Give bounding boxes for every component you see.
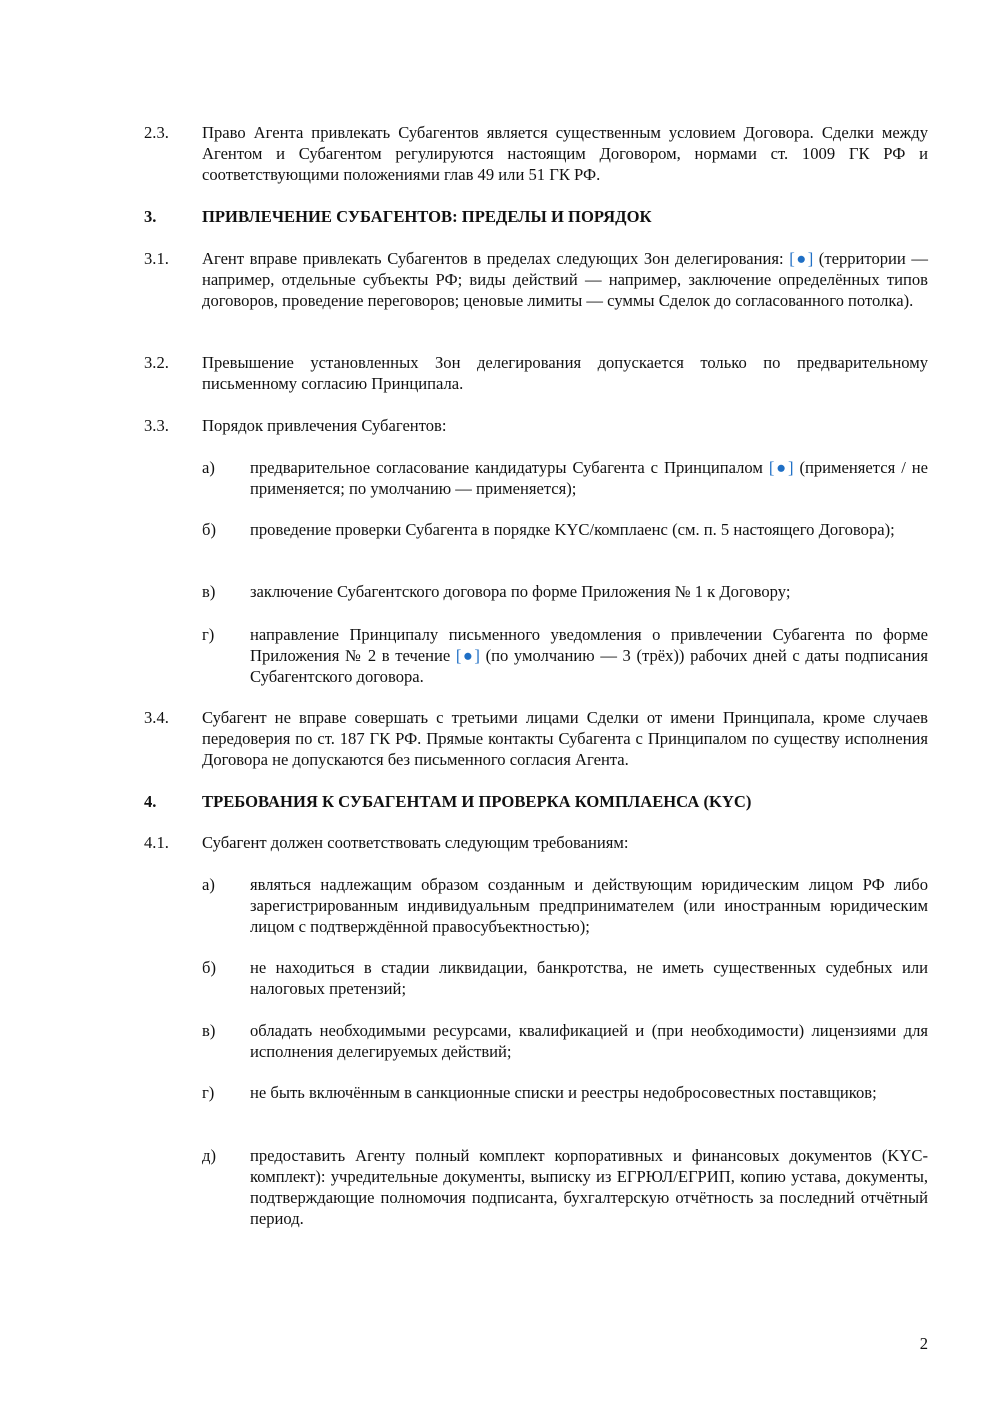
clause-text: Право Агента привлекать Субагентов является существенным условием Договора. Сделки между Агентом и Субагентом регулируются настоящим Договором, нормами ст. 1009 ГК РФ и соответствующими положениями глав 49 или 51 ГК РФ.: [202, 123, 928, 184]
list-item-letter: г): [202, 625, 215, 644]
list-item-letter: а): [202, 458, 215, 477]
clause-3-4: [144, 707, 928, 770]
placeholder-marker: [●]: [789, 249, 814, 268]
list-item-letter: а): [202, 875, 215, 894]
list-item-4-1-b: [202, 957, 928, 999]
clause-number: 4.1.: [144, 833, 169, 852]
clause-3-1: [144, 248, 928, 311]
list-item-text: предоставить Агенту полный комплект корпоративных и финансовых документов (KYC-комплект): учредительные документы, выписку из ЕГРЮЛ/ЕГРИП, копию устава, документы, подтверждающие полномочия подписанта, бухгалтерскую отчётность за последний отчётный период.: [250, 1146, 928, 1228]
clause-text: Субагент должен соответствовать следующим требованиям:: [202, 833, 629, 852]
clause-3-3: [144, 415, 928, 436]
list-item-letter: г): [202, 1083, 215, 1102]
list-item-4-1-v: [202, 1020, 928, 1062]
section-title: ПРИВЛЕЧЕНИЕ СУБАГЕНТОВ: ПРЕДЕЛЫ И ПОРЯДОК: [202, 207, 652, 226]
clause-text: Порядок привлечения Субагентов:: [202, 416, 447, 435]
clause-text-part: Агент вправе привлекать Субагентов в пределах следующих Зон делегирования:: [202, 249, 790, 268]
list-item-text: обладать необходимыми ресурсами, квалификацией и (при необходимости) лицензиями для исполнения делегируемых действий;: [250, 1021, 928, 1061]
list-item-text: заключение Субагентского договора по форме Приложения № 1 к Договору;: [250, 582, 791, 601]
list-item-text-part: предварительное согласование кандидатуры Субагента с Принципалом: [250, 458, 769, 477]
list-item-3-3-g: [202, 624, 928, 687]
clause-text: Превышение установленных Зон делегирования допускается только по предварительному письменному согласию Принципала.: [202, 353, 928, 393]
list-item-text: [250, 457, 928, 499]
list-item-text-part: (по умолчанию — 3 (трёх)) рабочих дней с даты подписания Субагентского договора.: [250, 646, 929, 686]
clause-text: Субагент не вправе совершать с третьими лицами Сделки от имени Принципала, кроме случаев передоверия по ст. 187 ГК РФ. Прямые контакты Субагента с Принципалом по существу исполнения Договора не допускаются без письменного согласия Агента.: [202, 708, 928, 769]
list-item-text-part: (применяется / не применяется; по умолчанию — применяется);: [250, 458, 928, 498]
clause-text-part: (территории — например, отдельные субъекты РФ; виды действий — например, заключение определённых типов договоров, проведение переговоров; ценовые лимиты — суммы Сделок до согласованного потолка).: [202, 249, 928, 310]
clause-4-1: [144, 832, 928, 853]
list-item-text: являться надлежащим образом созданным и действующим юридическим лицом РФ либо зарегистрированным индивидуальным предпринимателем (или иностранным юридическим лицом с подтверждённой правосубъектностью);: [250, 875, 928, 936]
section-number: 3.: [144, 207, 157, 226]
list-item-3-3-a: [202, 457, 928, 499]
list-item-text: [250, 624, 928, 687]
list-item-4-1-d: [202, 1145, 928, 1229]
list-item-4-1-a: [202, 874, 928, 937]
list-item-text: не находиться в стадии ликвидации, банкротства, не иметь существенных судебных или налоговых претензий;: [250, 958, 928, 998]
list-item-text: не быть включённым в санкционные списки и реестры недобросовестных поставщиков;: [250, 1083, 877, 1102]
clause-3-2: [144, 352, 928, 394]
list-item-text: проведение проверки Субагента в порядке KYC/комплаенс (см. п. 5 настоящего Договора);: [250, 520, 895, 539]
placeholder-marker: [●]: [455, 646, 480, 665]
clause-number: 3.2.: [144, 353, 169, 372]
clause-number: 3.3.: [144, 416, 169, 435]
list-item-3-3-v: [202, 581, 928, 602]
list-item-letter: б): [202, 520, 216, 539]
section-heading-3: [144, 206, 928, 227]
list-item-letter: в): [202, 1021, 216, 1040]
list-item-3-3-b: [202, 519, 928, 540]
list-item-4-1-g: [202, 1082, 928, 1103]
section-title: ТРЕБОВАНИЯ К СУБАГЕНТАМ И ПРОВЕРКА КОМПЛАЕНСА (KYC): [202, 792, 752, 811]
clause-number: 3.4.: [144, 708, 169, 727]
clause-number: 3.1.: [144, 249, 169, 268]
list-item-letter: в): [202, 582, 216, 601]
page-number: 2: [919, 1334, 928, 1353]
list-item-text-part: направление Принципалу письменного уведомления о привлечении Субагента по форме Приложения № 2 в течение: [250, 625, 928, 665]
list-item-letter: б): [202, 958, 216, 977]
section-number: 4.: [144, 792, 157, 811]
clause-text: [202, 248, 928, 311]
section-heading-4: [144, 791, 928, 812]
placeholder-marker: [●]: [768, 458, 794, 477]
clause-2-3: [144, 122, 928, 185]
clause-number: 2.3.: [144, 123, 169, 142]
list-item-letter: д): [202, 1146, 216, 1165]
